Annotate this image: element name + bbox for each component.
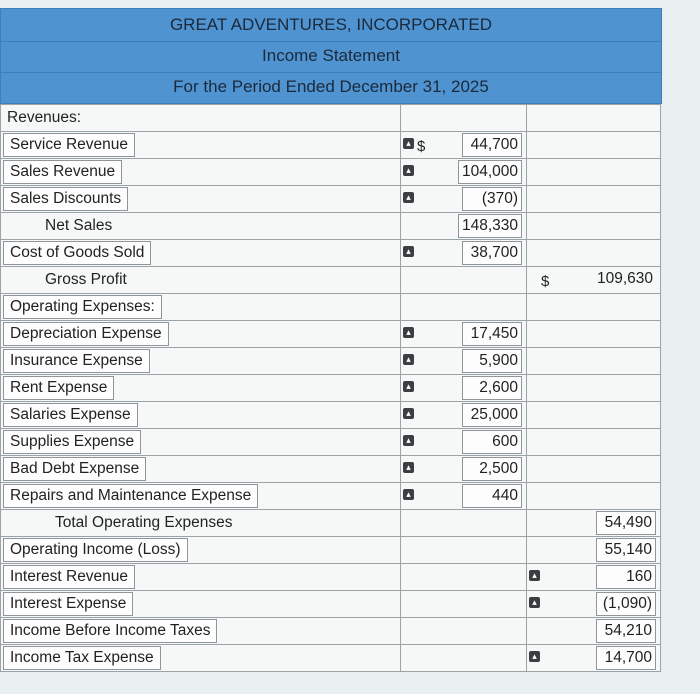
statement-table (0, 104, 661, 672)
account-label[interactable]: Sales Revenue (3, 160, 122, 184)
amount-column-1 (401, 132, 527, 159)
amount-column-2 (527, 402, 661, 429)
amount-column-1 (401, 348, 527, 375)
amount-input[interactable]: 54,490 (596, 511, 656, 535)
amount-column-1 (401, 456, 527, 483)
statement-period: For the Period Ended December 31, 2025 (173, 77, 489, 96)
statement-title: Income Statement (262, 46, 400, 65)
account-label[interactable]: Salaries Expense (3, 403, 138, 427)
dropdown-arrow-icon[interactable]: ▴ (403, 462, 414, 473)
statement-row (1, 375, 661, 402)
dropdown-arrow-icon[interactable]: ▴ (403, 192, 414, 203)
account-label[interactable]: Cost of Goods Sold (3, 241, 151, 265)
dropdown-arrow-icon[interactable]: ▴ (403, 435, 414, 446)
dropdown-arrow-icon[interactable]: ▴ (529, 570, 540, 581)
amount-column-2 (527, 645, 661, 672)
amount-column-1 (401, 645, 527, 672)
amount-column-2 (527, 456, 661, 483)
amount-input[interactable]: 44,700 (462, 133, 522, 157)
dollar-sign: $ (541, 273, 550, 290)
row-label-cell (1, 321, 401, 348)
account-label[interactable]: Supplies Expense (3, 430, 141, 454)
amount-column-1 (401, 294, 527, 321)
amount-column-1 (401, 213, 527, 240)
row-label-cell (1, 645, 401, 672)
row-label-cell (1, 537, 401, 564)
statement-row (1, 564, 661, 591)
statement-row (1, 645, 661, 672)
statement-row (1, 402, 661, 429)
amount-column-1 (401, 618, 527, 645)
row-label-cell (1, 564, 401, 591)
amount-column-2 (527, 213, 661, 240)
row-label-cell (1, 375, 401, 402)
amount-input[interactable]: 38,700 (462, 241, 522, 265)
amount-input[interactable]: 160 (596, 565, 656, 589)
row-label-cell (1, 294, 401, 321)
amount-input[interactable]: 2,600 (462, 376, 522, 400)
account-label[interactable]: Interest Revenue (3, 565, 135, 589)
row-label-cell (1, 159, 401, 186)
row-label-cell (1, 213, 401, 240)
amount-column-2 (527, 321, 661, 348)
amount-column-2 (527, 564, 661, 591)
dollar-sign: $ (417, 138, 426, 155)
amount-input[interactable]: 54,210 (596, 619, 656, 643)
amount-input[interactable]: 104,000 (458, 160, 522, 184)
amount-column-2 (527, 159, 661, 186)
amount-column-1 (401, 483, 527, 510)
statement-row (1, 267, 661, 294)
account-label: Gross Profit (45, 271, 127, 288)
amount-column-2 (527, 591, 661, 618)
amount-input[interactable]: 55,140 (596, 538, 656, 562)
statement-row (1, 618, 661, 645)
amount-column-2 (527, 375, 661, 402)
row-label-cell (1, 186, 401, 213)
row-label-cell (1, 510, 401, 537)
dropdown-arrow-icon[interactable]: ▴ (403, 408, 414, 419)
dropdown-arrow-icon[interactable]: ▴ (403, 165, 414, 176)
account-label[interactable]: Bad Debt Expense (3, 457, 146, 481)
amount-input[interactable]: 14,700 (596, 646, 656, 670)
row-label-cell (1, 591, 401, 618)
statement-row (1, 132, 661, 159)
amount-column-1 (401, 186, 527, 213)
statement-row (1, 294, 661, 321)
amount-input[interactable]: (370) (462, 187, 522, 211)
account-label[interactable]: Operating Income (Loss) (3, 538, 188, 562)
dropdown-arrow-icon[interactable]: ▴ (403, 246, 414, 257)
row-label-cell (1, 240, 401, 267)
dropdown-arrow-icon[interactable]: ▴ (403, 138, 414, 149)
row-label-cell (1, 402, 401, 429)
company-name: GREAT ADVENTURES, INCORPORATED (169, 15, 493, 34)
account-label: Total Operating Expenses (55, 514, 233, 531)
amount-column-1 (401, 267, 527, 294)
amount-input[interactable]: 17,450 (462, 322, 522, 346)
statement-row (1, 537, 661, 564)
row-label-cell (1, 348, 401, 375)
amount-input[interactable]: 109,630 (596, 270, 653, 287)
amount-column-2 (527, 132, 661, 159)
amount-column-2 (527, 240, 661, 267)
amount-input[interactable]: 5,900 (462, 349, 522, 373)
amount-column-2 (527, 429, 661, 456)
statement-row (1, 510, 661, 537)
account-label[interactable]: Repairs and Maintenance Expense (3, 484, 258, 508)
amount-column-1 (401, 537, 527, 564)
amount-column-1 (401, 240, 527, 267)
row-label-cell (1, 105, 401, 132)
amount-column-2 (527, 348, 661, 375)
statement-row (1, 159, 661, 186)
statement-row (1, 348, 661, 375)
statement-row (1, 456, 661, 483)
amount-column-2 (527, 483, 661, 510)
dropdown-arrow-icon[interactable]: ▴ (403, 327, 414, 338)
statement-row (1, 483, 661, 510)
amount-column-1 (401, 375, 527, 402)
amount-column-1 (401, 159, 527, 186)
amount-input[interactable]: (1,090) (596, 592, 656, 616)
dropdown-arrow-icon[interactable]: ▴ (403, 354, 414, 365)
amount-column-1 (401, 321, 527, 348)
amount-input[interactable]: 600 (462, 430, 522, 454)
account-label[interactable]: Depreciation Expense (3, 322, 169, 346)
amount-column-1 (401, 429, 527, 456)
amount-column-2 (527, 267, 661, 294)
account-label[interactable]: Service Revenue (3, 133, 135, 157)
amount-column-2 (527, 537, 661, 564)
amount-column-1 (401, 105, 527, 132)
account-label: Net Sales (45, 217, 113, 234)
statement-row (1, 186, 661, 213)
amount-column-1 (401, 564, 527, 591)
account-label[interactable]: Interest Expense (3, 592, 133, 616)
dropdown-arrow-icon[interactable]: ▴ (403, 381, 414, 392)
statement-row (1, 321, 661, 348)
account-label: Revenues: (7, 109, 82, 126)
row-label-cell (1, 132, 401, 159)
amount-input[interactable]: 2,500 (462, 457, 522, 481)
account-label[interactable]: Insurance Expense (3, 349, 150, 373)
row-label-cell (1, 267, 401, 294)
statement-row (1, 591, 661, 618)
statement-row (1, 240, 661, 267)
account-label[interactable]: Rent Expense (3, 376, 114, 400)
account-label[interactable]: Sales Discounts (3, 187, 128, 211)
row-label-cell (1, 429, 401, 456)
dropdown-arrow-icon[interactable]: ▴ (529, 651, 540, 662)
dropdown-arrow-icon[interactable]: ▴ (529, 597, 540, 608)
amount-input[interactable]: 25,000 (462, 403, 522, 427)
amount-column-1 (401, 510, 527, 537)
account-label[interactable]: Income Before Income Taxes (3, 619, 217, 643)
amount-input[interactable]: 148,330 (458, 214, 522, 238)
amount-column-2 (527, 510, 661, 537)
amount-input[interactable]: 440 (462, 484, 522, 508)
row-label-cell (1, 456, 401, 483)
amount-column-2 (527, 294, 661, 321)
account-label[interactable]: Income Tax Expense (3, 646, 161, 670)
amount-column-2 (527, 618, 661, 645)
amount-column-1 (401, 402, 527, 429)
dropdown-arrow-icon[interactable]: ▴ (403, 489, 414, 500)
amount-column-2 (527, 105, 661, 132)
amount-column-2 (527, 186, 661, 213)
statement-row (1, 213, 661, 240)
row-label-cell (1, 483, 401, 510)
account-label[interactable]: Operating Expenses: (3, 295, 162, 319)
amount-column-1 (401, 591, 527, 618)
statement-row (1, 105, 661, 132)
statement-header (0, 8, 662, 104)
row-label-cell (1, 618, 401, 645)
statement-row (1, 429, 661, 456)
